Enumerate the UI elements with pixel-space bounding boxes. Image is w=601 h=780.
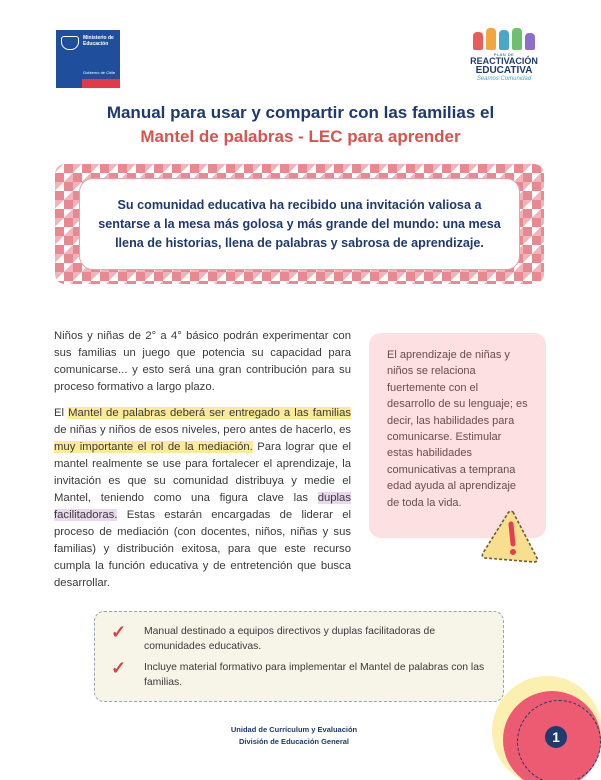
plan-logo-line2: REACTIVACIÓN: [470, 56, 538, 66]
ministry-logo: [56, 30, 120, 88]
raised-hands-icon: [468, 28, 540, 50]
check-icon: ✓: [111, 658, 127, 678]
title-line1: Manual para usar y compartir con las familias el: [106, 103, 495, 122]
list-item: [111, 624, 489, 654]
highlight-delivery: Mantel de palabras deberá ser entregado a las familias: [68, 407, 351, 419]
side-note-text: El aprendizaje de niñas y niños se relaciona fuertemente con el desarrollo de su lenguaje; es decir, las habilidades para comunicarse. Estimular estas habilidades comunicativas a temprana edad ayuda al aprendizaje de toda la vida.: [387, 349, 528, 509]
checklist-box: [94, 611, 504, 702]
plan-reactivacion-logo: [468, 28, 540, 94]
gingham-banner: [55, 164, 544, 284]
list-item: [111, 660, 489, 690]
title-line2: Mantel de palabras - LEC para aprender: [140, 127, 461, 146]
flag-strip: [56, 79, 120, 88]
page-title: [0, 101, 601, 149]
ministry-logo-block: [56, 30, 120, 79]
footer-line1: Unidad de Currículum y Evaluación: [230, 725, 358, 734]
ministry-logo-line3: Gobierno de Chile: [83, 70, 116, 75]
footer-line2: División de Educación General: [238, 737, 350, 746]
check-icon: ✓: [111, 622, 127, 642]
plan-logo-line1: PLAN DE: [493, 52, 515, 57]
paragraph-mediation: El Mantel de palabras deberá ser entregado a las familias de niñas y niños de esos niveles, pero antes de hacerlo, es muy importante el rol de la mediación. Para lograr que el mantel realmente se use para fortalecer el aprendizaje, la invitación es que su comunidad distribuya y medie el Mantel, teniendo como una figura clave las duplas facilitadoras. Estas estarán encargadas de liderar el proceso de mediación (con docentes, niños, niñas y sus familias) y distribución exitosa, para que este recurso cumpla la función educativa y de entretención que busca desarrollar.: [54, 407, 351, 589]
checklist-item-text: Manual destinado a equipos directivos y duplas facilitadoras de comunidades educativas.: [144, 626, 436, 652]
paragraph-intro: Niños y niñas de 2° a 4° básico podrán experimentar con sus familias un juego que potencia su capacidad para comunicarse... y esto será una gran contribución para su proceso formativo a largo plazo.: [54, 330, 351, 393]
plan-logo-line3: EDUCATIVA: [475, 65, 533, 76]
warning-icon: [477, 508, 541, 566]
ministry-logo-line2: Educación: [83, 41, 109, 47]
body-text: [54, 328, 351, 601]
highlight-duplas: duplas facilitadoras.: [54, 492, 351, 521]
coat-of-arms-icon: [61, 36, 79, 50]
highlight-mediation: muy importante el rol de la mediación.: [54, 441, 253, 453]
banner-text: Su comunidad educativa ha recibido una invitación valiosa a sentarse a la mesa más golosa y más grande del mundo: una mesa llena de historias, llena de palabras y sabrosa de aprendizaje.: [79, 178, 520, 270]
checklist-item-text: Incluye material formativo para implementar el Mantel de palabras con las familias.: [144, 662, 485, 688]
plan-logo-line4: Seamos Comunidad: [476, 76, 532, 82]
ministry-logo-line1: Ministerio de: [83, 35, 114, 41]
page-number: 1: [545, 726, 567, 748]
